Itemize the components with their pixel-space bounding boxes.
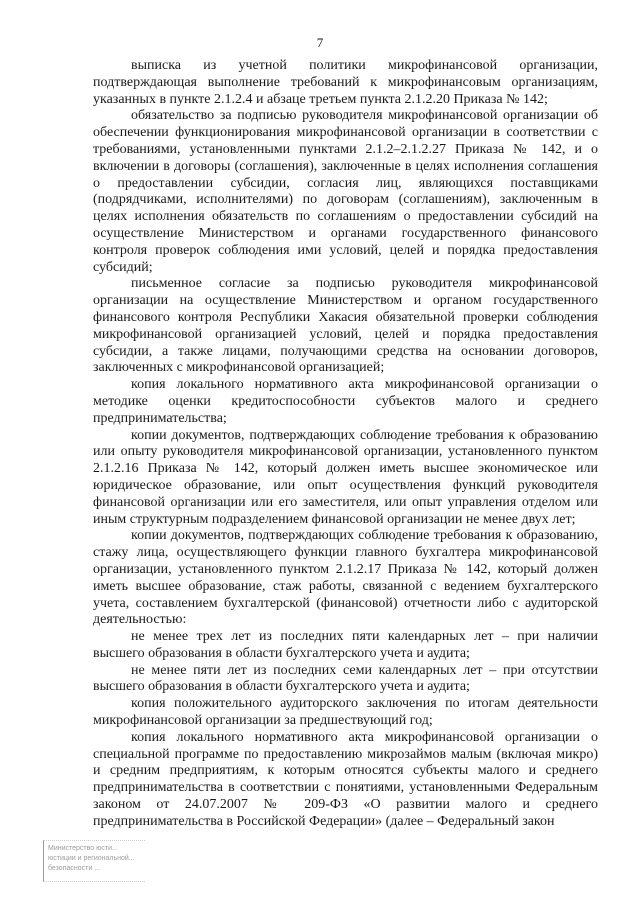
paragraph: письменное согласие за подписью руководителя микрофинансовой организации на осуществление Министерством и органом государственного финансового контроля Республики Хакасия обязательной проверки соблюдения микрофинансовой организацией условий, целей и порядка предоставления субсидии, а также лицами, получающими средства на основании договоров, заключенных с микрофинансовой организацией; bbox=[93, 276, 598, 376]
paragraph: копия локального нормативного акта микрофинансовой организации о методике оценки кредитоспособности субъектов малого и среднего предпринимательства; bbox=[93, 377, 598, 426]
stamp-line: юстиции и региональной... bbox=[48, 855, 135, 862]
registration-stamp bbox=[43, 840, 145, 882]
paragraph: копия локального нормативного акта микрофинансовой организации о специальной программе по предоставлению микрозаймов малым (включая микро) и средним предприятиям, к которым относятся субъекты малого и среднего предпринимательства в соответствии с понятиями, установленными Федеральным законом от 24.07.2007 № 209-ФЗ «О развитии малого и среднего предпринимательства в Российской Федерации» (далее – Федеральный закон bbox=[93, 729, 598, 829]
paragraph: копии документов, подтверждающих соблюдение требования к образованию, стажу лица, осуществляющего функции главного бухгалтера микрофинансовой организации, установленного пунктом 2.1.2.17 Приказа № 142, который должен иметь высшее образование, стаж работы, связанной с ведением бухгалтерского учета, составлением бухгалтерской (финансовой) отчетности либо с аудиторской деятельностью: bbox=[93, 528, 598, 628]
page-number: 7 bbox=[316, 35, 324, 50]
paragraph: обязательство за подписью руководителя микрофинансовой организации об обеспечении функционирования микрофинансовой организации в соответствии с требованиями, установленными пунктами 2.1.2–2.1.2.27 Приказа № 142, и о включении в договоры (соглашения), заключенные в целях исполнения соглашения о предоставлении субсидии, согласия лиц, являющихся поставщиками (подрядчиками, исполнителями) по договорам (соглашениям), заключенным в целях исполнения обязательств по соглашениям о предоставлении субсидий на осуществление Министерством и органами государственного финансового контроля проверок соблюдения ими условий, целей и порядка предоставления субсидий; bbox=[93, 108, 598, 275]
paragraph: выписка из учетной политики микрофинансовой организации, подтверждающая выполнение требований к микрофинансовым организациям, указанных в пункте 2.1.2.4 и абзаце третьем пункта 2.1.2.20 Приказа № 142; bbox=[93, 58, 598, 107]
paragraph: копия положительного аудиторского заключения по итогам деятельности микрофинансовой организации за предшествующий год; bbox=[93, 696, 598, 729]
stamp-line: Министерство юсти... bbox=[48, 845, 118, 852]
paragraph: не менее пяти лет из последних семи календарных лет – при отсутствии высшего образования в области бухгалтерского учета и аудита; bbox=[93, 662, 598, 695]
paragraph: копии документов, подтверждающих соблюдение требования к образованию или опыту руководителя микрофинансовой организации, установленного пунктом 2.1.2.16 Приказа № 142, который должен иметь высшее экономическое или юридическое образование, или опыт осуществления функций руководителя финансовой организации или его заместителя, или опыт управления отделом или иным структурным подразделением финансовой организации не менее двух лет; bbox=[93, 427, 598, 527]
paragraph: не менее трех лет из последних пяти календарных лет – при наличии высшего образования в области бухгалтерского учета и аудита; bbox=[93, 629, 598, 661]
document-body bbox=[93, 58, 598, 831]
stamp-line: безопасности ... bbox=[48, 865, 101, 872]
